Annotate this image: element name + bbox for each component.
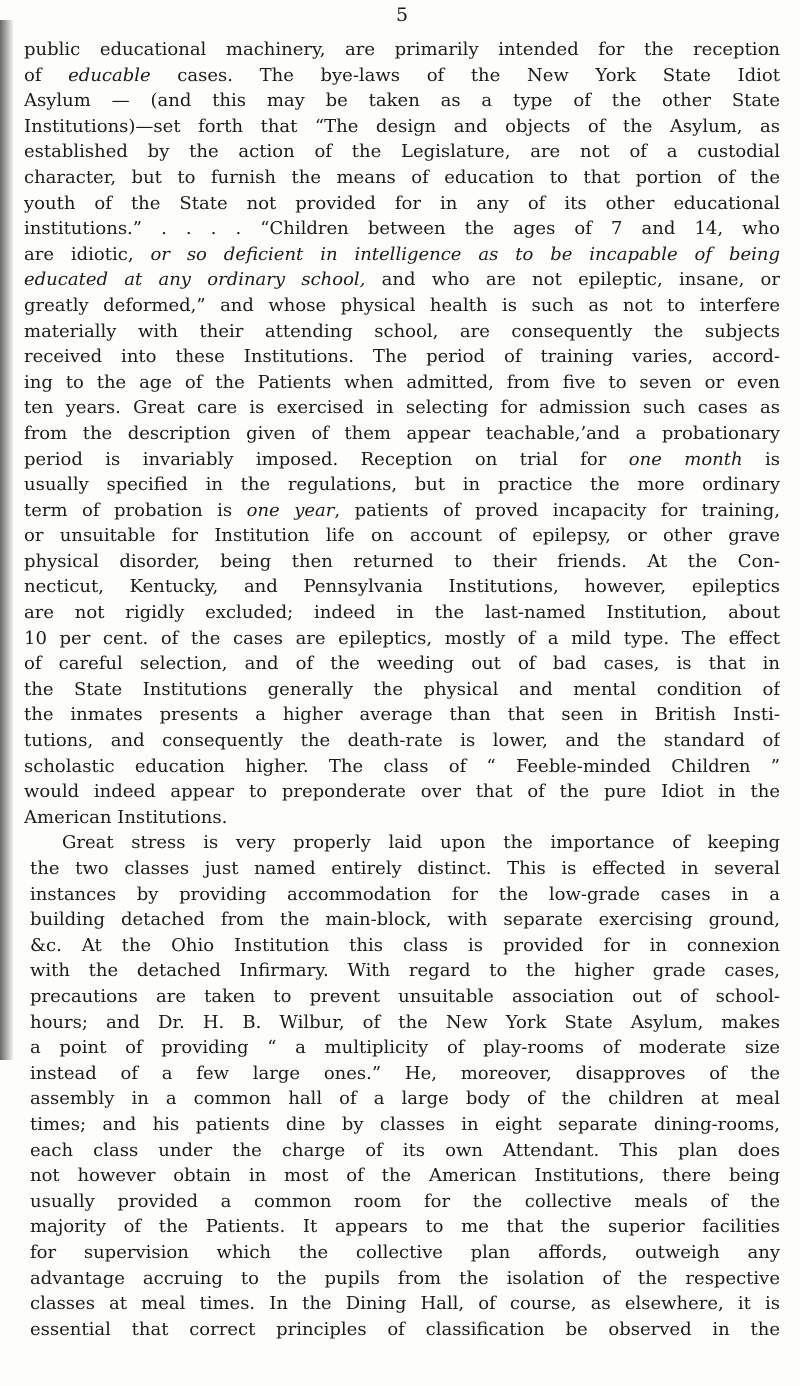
- text-line: institutions.” . . . . “Children between the ages of 7 and 14, who: [24, 218, 780, 240]
- text-line: period is invariably imposed. Reception on trial for one month is: [24, 448, 780, 470]
- text-line: 10 per cent. of the cases are epileptics, mostly of a mild type. The effect: [24, 627, 780, 649]
- text-line: hours; and Dr. H. B. Wilbur, of the New York State Asylum, makes: [30, 1011, 780, 1033]
- text-line: the inmates presents a higher average than that seen in British Insti-: [24, 704, 780, 726]
- text-line: instances by providing accommodation for the low-grade cases in a: [30, 883, 780, 905]
- text-line: classes at meal times. In the Dining Hall, of course, as elsewhere, it is: [30, 1293, 780, 1315]
- page-binding-shadow: [0, 20, 14, 1060]
- text-line: Institutions)—set forth that “The design and objects of the Asylum, as: [24, 115, 780, 137]
- text-line: each class under the charge of its own Attendant. This plan does: [30, 1139, 780, 1161]
- text-line: ing to the age of the Patients when admitted, from five to seven or even: [24, 371, 780, 393]
- text-line: a point of providing “ a multiplicity of play-rooms of moderate size: [30, 1037, 780, 1059]
- text-line: of educable cases. The bye-laws of the New York State Idiot: [24, 64, 780, 86]
- text-line: received into these Institutions. The period of training varies, accord-: [24, 346, 780, 368]
- text-line: physical disorder, being then returned to their friends. At the Con-: [24, 550, 780, 572]
- text-line: necticut, Kentucky, and Pennsylvania Institutions, however, epileptics: [24, 576, 780, 598]
- text-line: &c. At the Ohio Institution this class is provided for in connexion: [30, 934, 780, 956]
- text-line: the State Institutions generally the physical and mental condition of: [24, 678, 780, 700]
- text-line: for supervision which the collective plan affords, outweigh any: [30, 1241, 780, 1263]
- body-text: [24, 37, 780, 1342]
- text-line: would indeed appear to preponderate over that of the pure Idiot in the: [24, 781, 780, 803]
- text-line: not however obtain in most of the American Institutions, there being: [30, 1165, 780, 1187]
- italic-phrase: one month: [628, 448, 743, 470]
- text-line: precautions are taken to prevent unsuitable association out of school-: [30, 985, 780, 1007]
- italic-phrase: one year: [246, 499, 335, 521]
- text-line: materially with their attending school, are consequently the subjects: [24, 320, 780, 342]
- text-line: scholastic education higher. The class of “ Feeble-minded Children ”: [24, 755, 780, 777]
- text-line: essential that correct principles of classification be observed in the: [30, 1318, 780, 1340]
- text-line: are not rigidly excluded; indeed in the last-named Institution, about: [24, 602, 780, 624]
- text-line: of careful selection, and of the weeding out of bad cases, is that in: [24, 653, 780, 675]
- text-line: youth of the State not provided for in any of its other educational: [24, 192, 780, 214]
- text-line: the two classes just named entirely distinct. This is effected in several: [30, 858, 780, 879]
- text-line: character, but to furnish the means of education to that portion of the: [24, 166, 780, 188]
- text-line: instead of a few large ones.” He, moreover, disapproves of the: [30, 1062, 780, 1084]
- paragraph-first-line: Great stress is very properly laid upon the importance of keeping: [62, 832, 780, 854]
- italic-phrase: educable: [68, 64, 151, 86]
- text-line: greatly deformed,” and whose physical health is such as not to interfere: [24, 294, 780, 316]
- text-line: public educational machinery, are primarily intended for the reception: [24, 39, 780, 60]
- text-line: from the description given of them appear teachable,’and a probationary: [24, 422, 780, 444]
- text-line: with the detached Infirmary. With regard to the higher grade cases,: [30, 960, 780, 982]
- text-line: building detached from the main-block, with separate exercising ground,: [30, 909, 780, 931]
- text-line: times; and his patients dine by classes in eight separate dining-rooms,: [30, 1113, 780, 1135]
- text-line: are idiotic, or so deficient in intelligence as to be incapable of being: [24, 243, 780, 265]
- text-line: usually specified in the regulations, but in practice the more ordinary: [24, 474, 780, 496]
- text-line: assembly in a common hall of a large body of the children at meal: [30, 1088, 780, 1110]
- text-line: educated at any ordinary school, and who are not epileptic, insane, or: [24, 269, 780, 291]
- text-line: usually provided a common room for the collective meals of the: [30, 1190, 780, 1212]
- text-line: term of probation is one year, patients of proved incapacity for training,: [24, 499, 780, 521]
- text-line: established by the action of the Legislature, are not of a custodial: [24, 141, 780, 163]
- text-line: majority of the Patients. It appears to me that the superior facilities: [30, 1216, 780, 1238]
- text-line: Asylum — (and this may be taken as a type of the other State: [24, 90, 780, 112]
- italic-phrase: or so deficient in intelligence as to be incapable of being: [150, 243, 780, 265]
- text-line: or unsuitable for Institution life on account of epilepsy, or other grave: [24, 525, 780, 547]
- paragraph-end-line: American Institutions.: [24, 806, 228, 828]
- text-line: tutions, and consequently the death-rate is lower, and the standard of: [24, 730, 780, 752]
- text-line: advantage accruing to the pupils from the isolation of the respective: [30, 1267, 780, 1289]
- page-number: 5: [395, 4, 409, 26]
- italic-phrase: educated at any ordinary school,: [24, 269, 366, 291]
- text-line: ten years. Great care is exercised in selecting for admission such cases as: [24, 397, 780, 419]
